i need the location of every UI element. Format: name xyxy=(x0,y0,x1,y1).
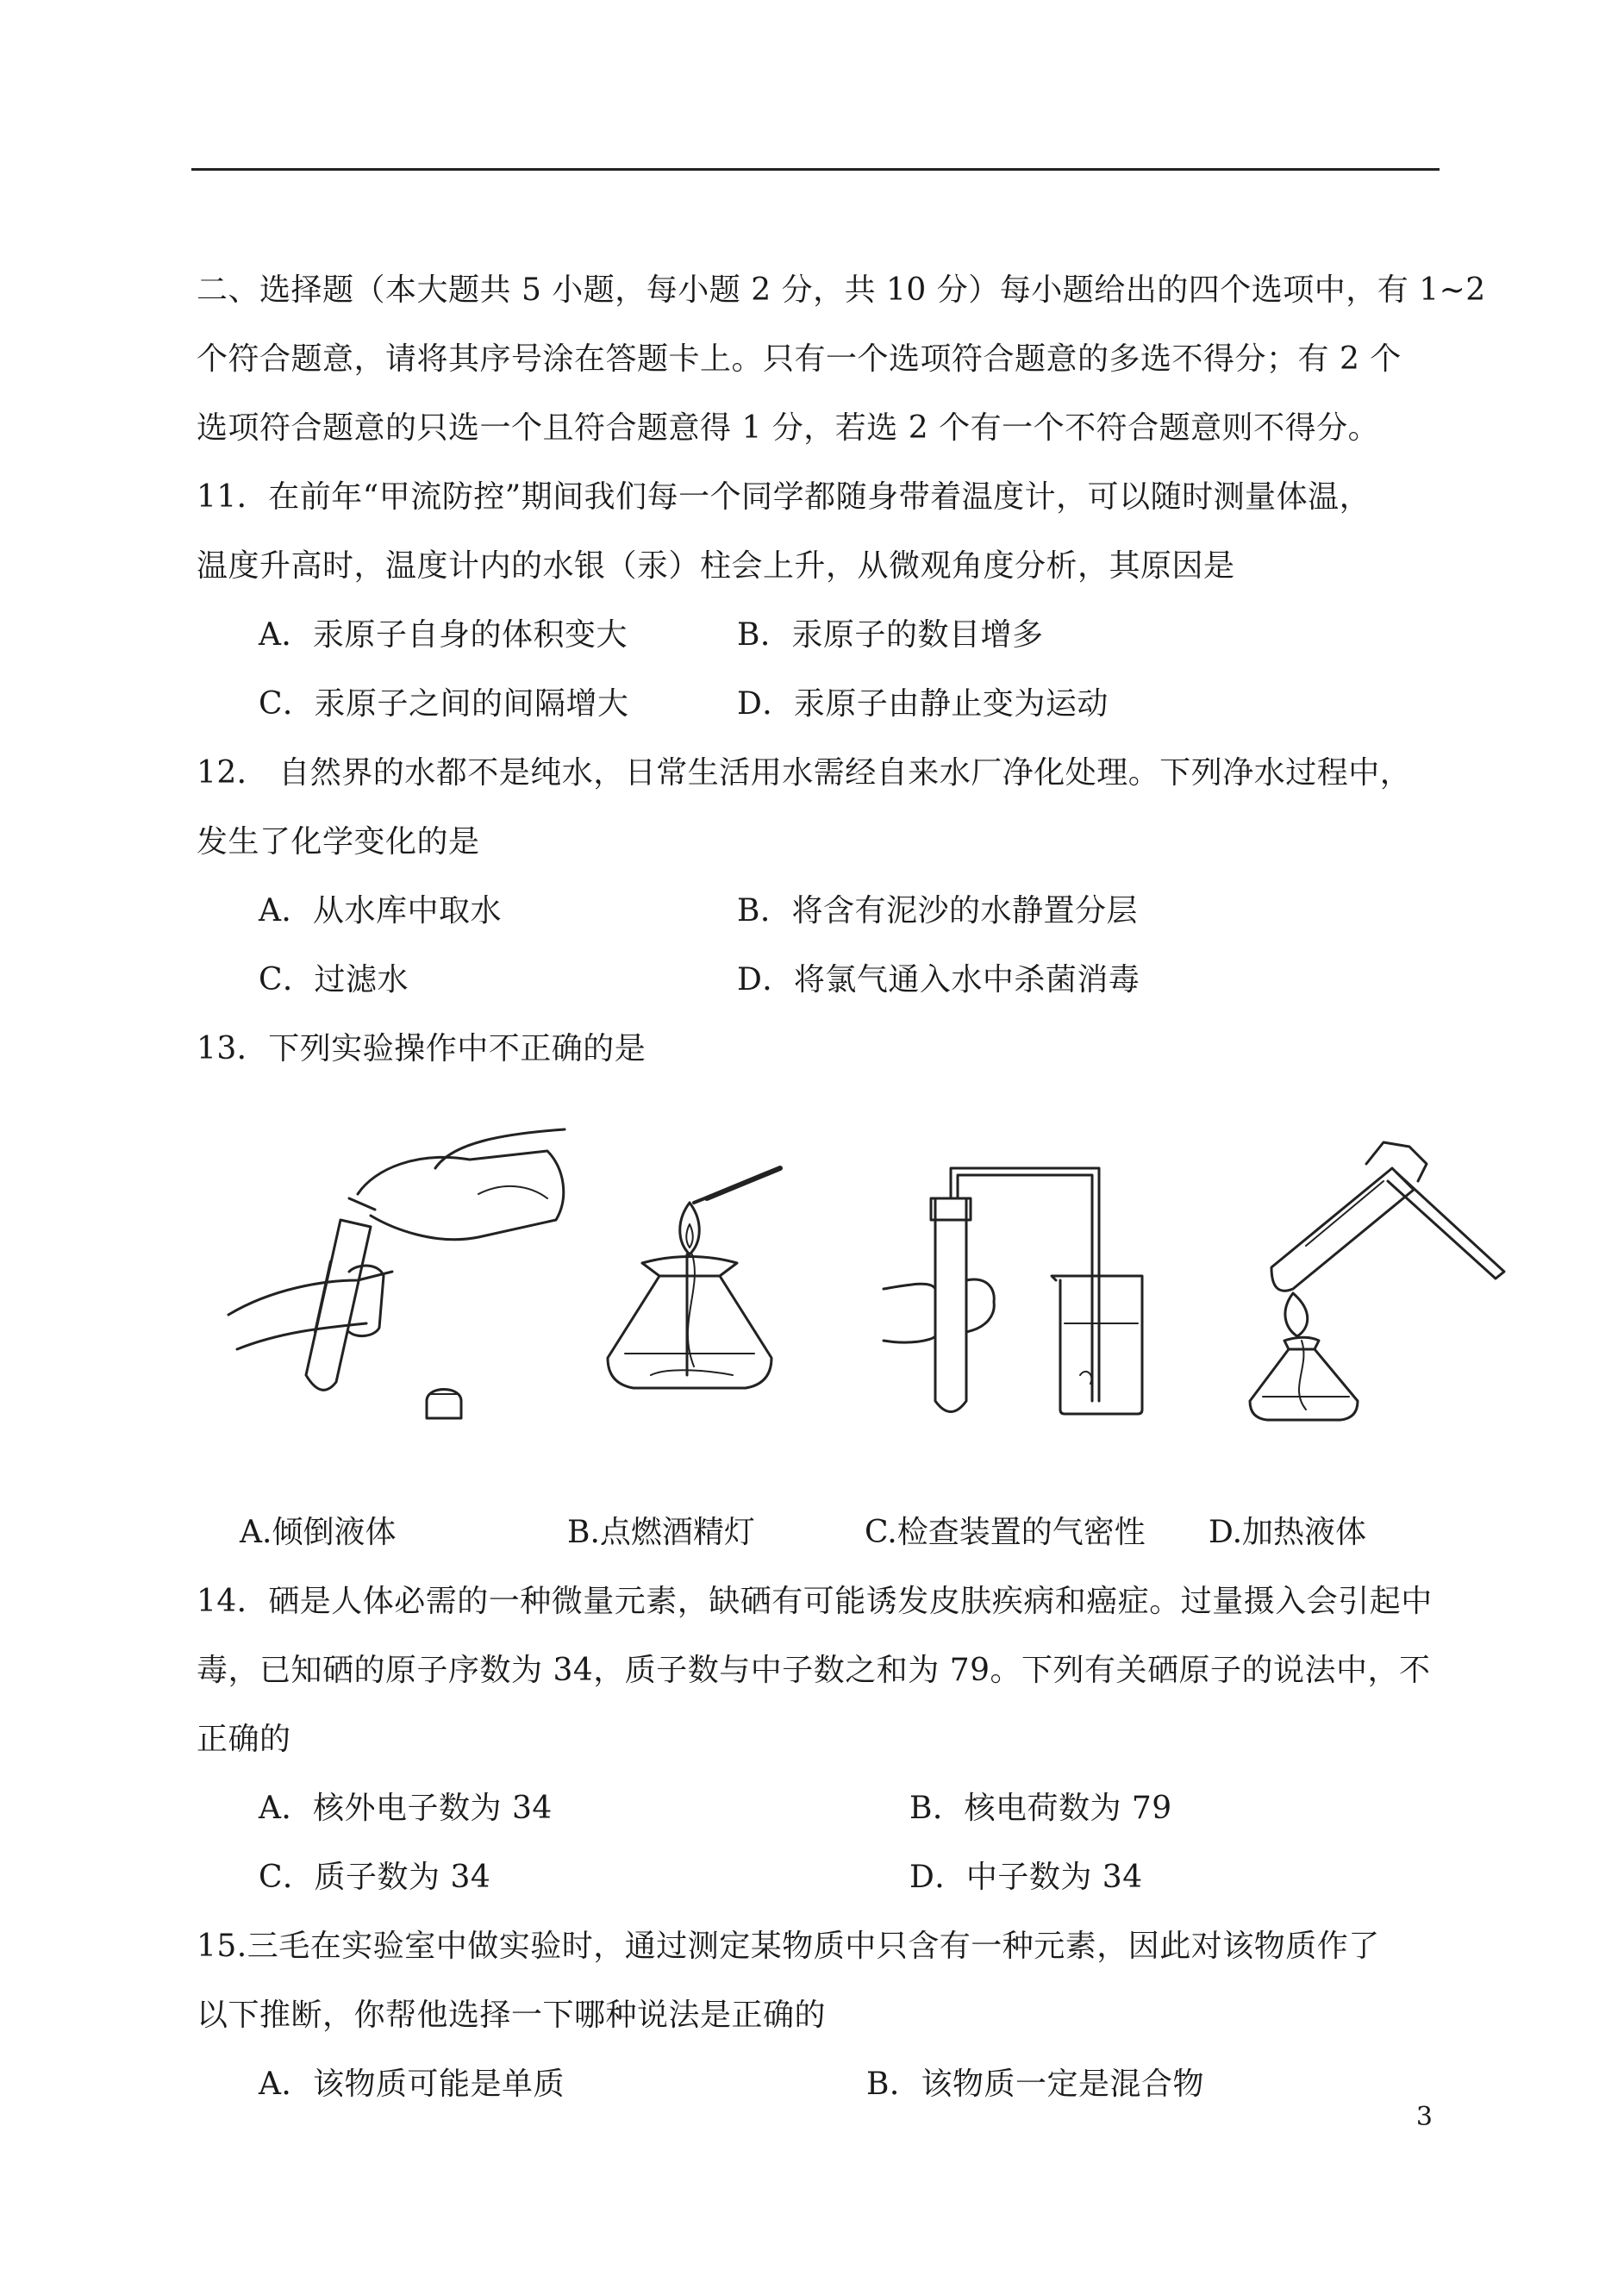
q14-option-c: C．质子数为 34 xyxy=(259,1860,491,1895)
q13-caption-c: C.检查装置的气密性 xyxy=(865,1515,1146,1550)
q15-option-a: A．该物质可能是单质 xyxy=(259,2067,565,2102)
q11-stem-line-1: 11．在前年“甲流防控”期间我们每一个同学都随身带着温度计，可以随时测量体温， xyxy=(197,479,1371,515)
q14-stem-line-1: 14．硒是人体必需的一种微量元素，缺硒有可能诱发皮肤疾病和癌症。过量摄入会引起中 xyxy=(197,1584,1433,1619)
q14-stem-line-2: 毒，已知硒的原子序数为 34，质子数与中子数之和为 79。下列有关硒原子的说法中，不 xyxy=(197,1653,1431,1688)
q15-stem-line-2: 以下推断，你帮他选择一下哪种说法是正确的 xyxy=(197,1998,827,2033)
alcohol-lamp-illustration xyxy=(608,1168,780,1388)
q15-stem-line-1: 15.三毛在实验室中做实验时，通过测定某物质中只含有一种元素，因此对该物质作了 xyxy=(197,1929,1380,1964)
q14-option-b: B．核电荷数为 79 xyxy=(909,1791,1172,1826)
q12-option-c: C．过滤水 xyxy=(259,962,409,997)
q11-option-b: B．汞原子的数目增多 xyxy=(737,617,1044,653)
air-tightness-check-illustration xyxy=(884,1168,1142,1414)
q14-option-d: D．中子数为 34 xyxy=(909,1860,1143,1895)
q11-option-c: C．汞原子之间的间隔增大 xyxy=(259,686,629,722)
q12-option-b: B．将含有泥沙的水静置分层 xyxy=(737,893,1138,929)
q14-option-a: A．核外电子数为 34 xyxy=(259,1791,553,1826)
q15-option-b: B．该物质一定是混合物 xyxy=(866,2067,1204,2102)
lab-operations-figure xyxy=(220,1116,1530,1496)
q12-stem-line-2: 发生了化学变化的是 xyxy=(197,824,480,860)
q11-option-a: A．汞原子自身的体积变大 xyxy=(259,617,628,653)
section-intro-line-2: 个符合题意，请将其序号涂在答题卡上。只有一个选项符合题意的多选不得分；有 2 个 xyxy=(197,341,1402,377)
pouring-liquid-illustration xyxy=(228,1129,565,1418)
header-rule xyxy=(191,168,1440,171)
q12-stem-line-1: 12． 自然界的水都不是纯水，日常生活用水需经自来水厂净化处理。下列净水过程中， xyxy=(197,755,1412,791)
section-intro-line-3: 选项符合题意的只选一个且符合题意得 1 分，若选 2 个有一个不符合题意则不得分。 xyxy=(197,410,1380,446)
q12-option-a: A．从水库中取水 xyxy=(259,893,502,929)
q13-caption-b: B.点燃酒精灯 xyxy=(567,1515,755,1550)
section-intro-line-1: 二、选择题（本大题共 5 小题，每小题 2 分，共 10 分）每小题给出的四个选项中，有 1~2 xyxy=(197,272,1486,308)
q13-caption-a: A.倾倒液体 xyxy=(240,1515,397,1550)
heating-liquid-illustration xyxy=(1250,1142,1504,1420)
q12-option-d: D．将氯气通入水中杀菌消毒 xyxy=(737,962,1140,997)
q13-stem: 13．下列实验操作中不正确的是 xyxy=(197,1031,646,1066)
q14-stem-line-3: 正确的 xyxy=(197,1722,291,1757)
q11-option-d: D．汞原子由静止变为运动 xyxy=(737,686,1109,722)
page-number: 3 xyxy=(1415,2102,1433,2132)
q13-caption-d: D.加热液体 xyxy=(1209,1515,1367,1550)
q11-stem-line-2: 温度升高时，温度计内的水银（汞）柱会上升，从微观角度分析，其原因是 xyxy=(197,548,1235,584)
